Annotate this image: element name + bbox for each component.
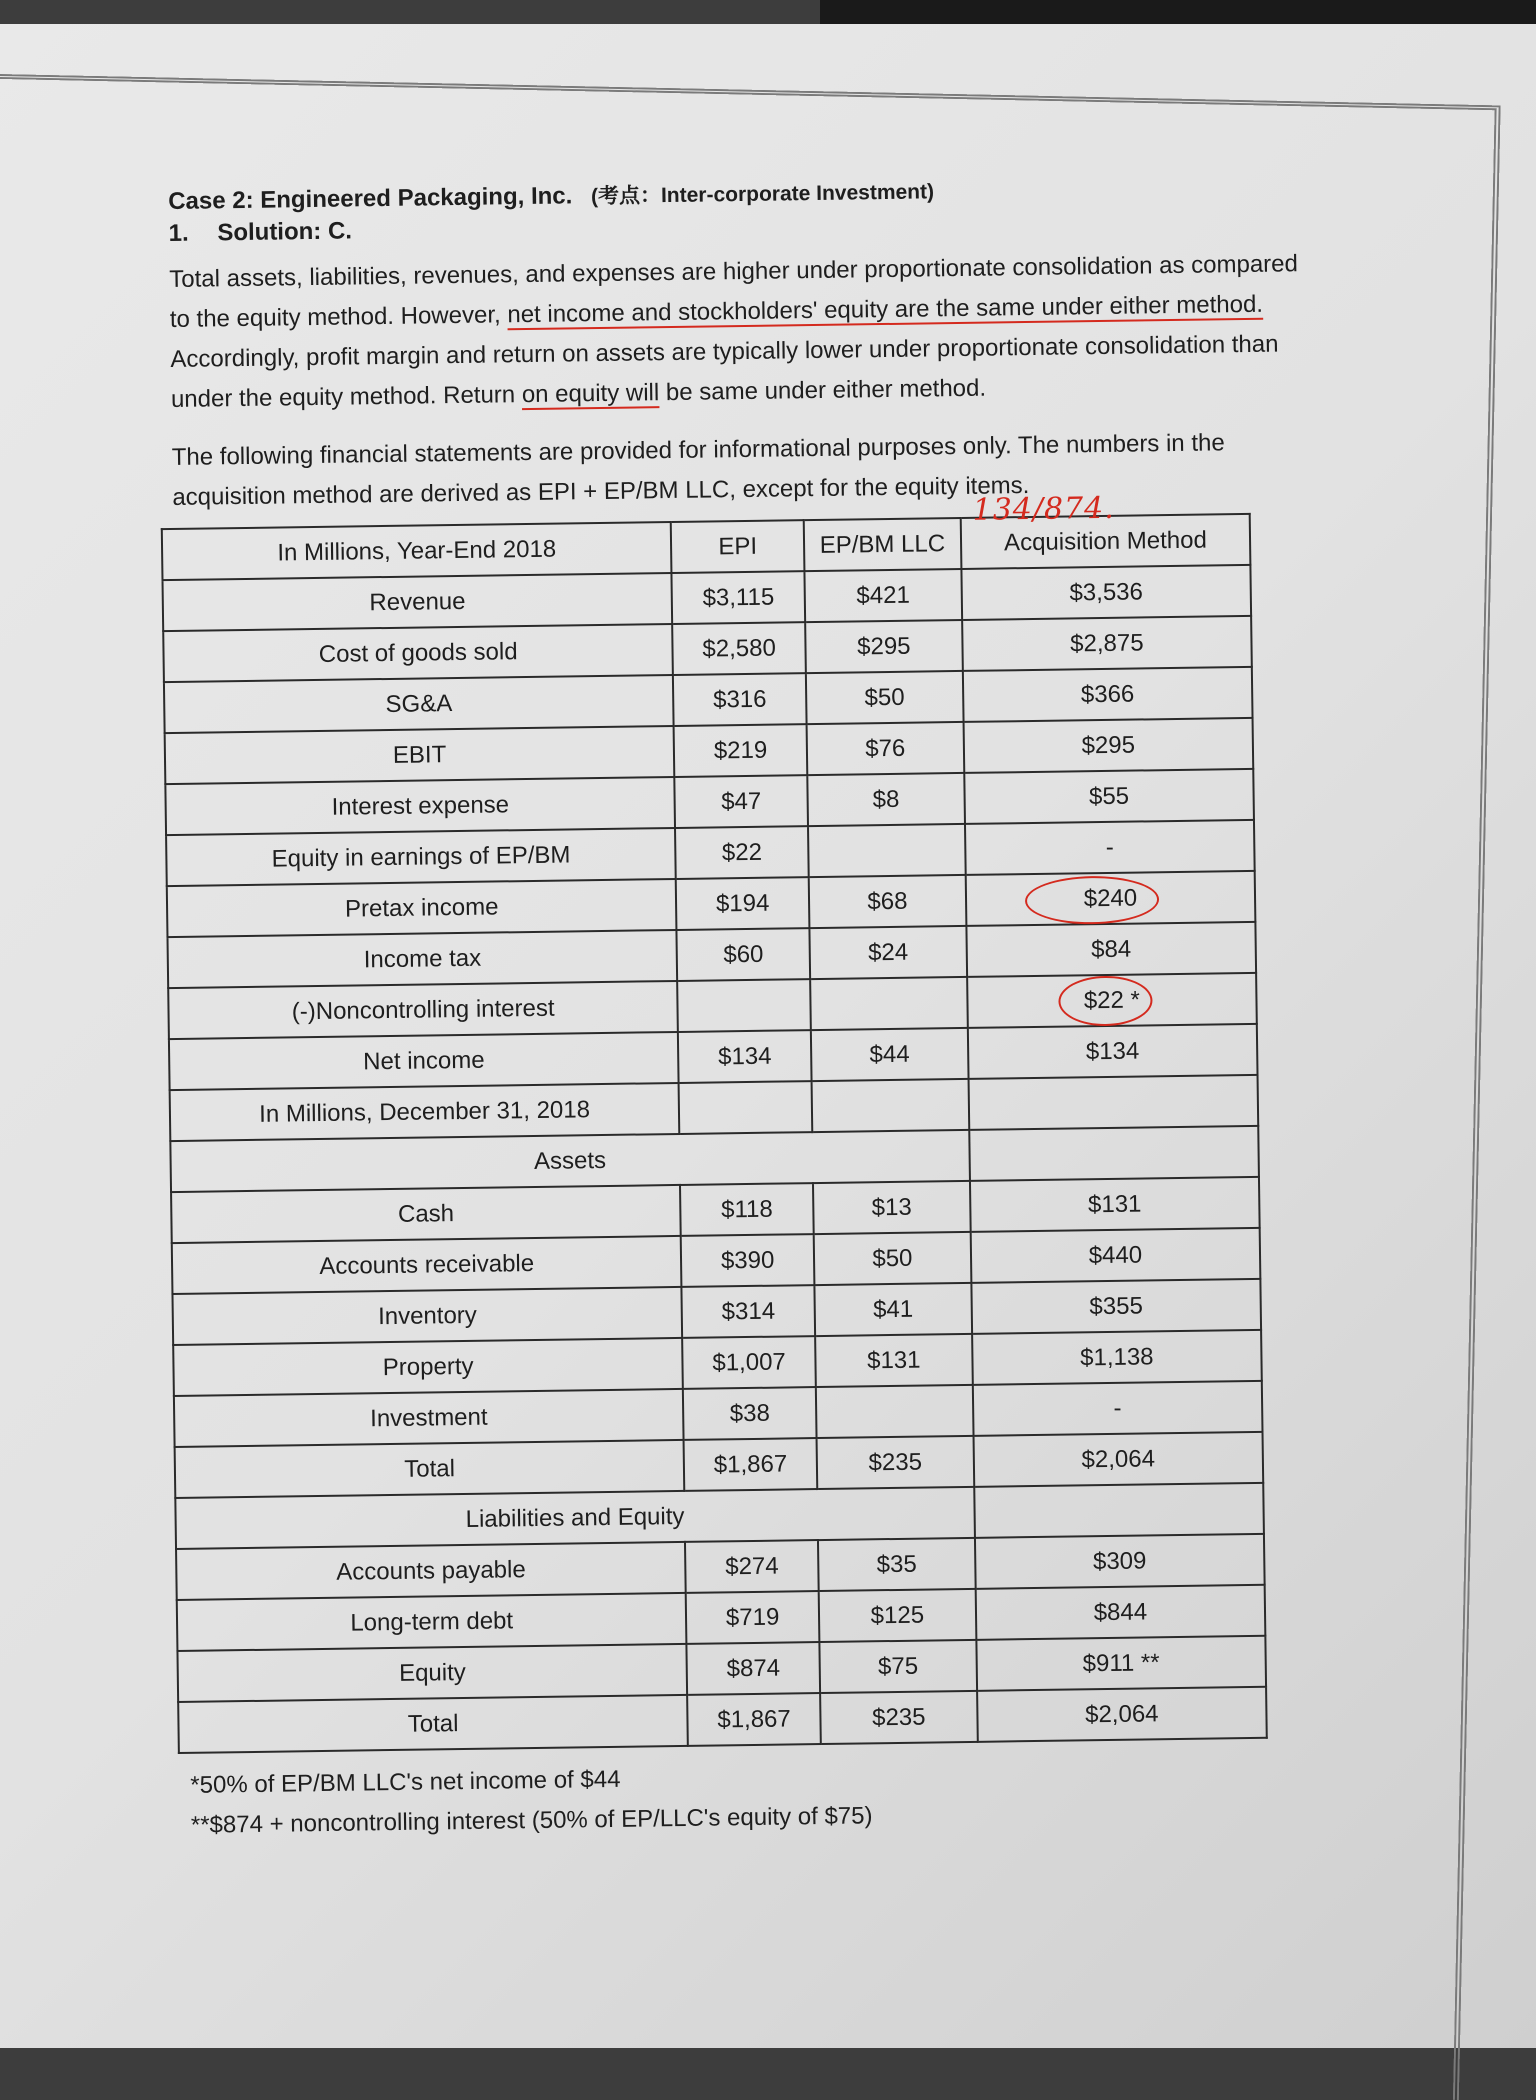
- cell-text: $3,115: [702, 583, 775, 612]
- value-cell: [964, 769, 1254, 824]
- row-label: [165, 726, 675, 784]
- cell-text: $366: [1080, 680, 1135, 708]
- cell-text: Equity in earnings of EP/BM: [271, 840, 571, 873]
- cell-text: $68: [867, 887, 908, 915]
- row-label: [172, 1236, 682, 1294]
- value-cell: [966, 871, 1256, 926]
- value-cell: [809, 926, 967, 979]
- cell-text: Income tax: [363, 944, 482, 973]
- cell-text: $390: [720, 1246, 775, 1274]
- cell-text: $131: [866, 1346, 921, 1374]
- value-cell: [820, 1691, 978, 1744]
- value-cell: [973, 1381, 1263, 1436]
- row-label: [171, 1185, 681, 1243]
- cell-text: $55: [1088, 782, 1130, 810]
- header-cell: EP/BM LLC: [804, 518, 962, 571]
- cell-text: $355: [1089, 1291, 1144, 1320]
- value-cell: [682, 1285, 815, 1338]
- value-cell: [806, 722, 964, 775]
- cell-text: $118: [720, 1195, 773, 1223]
- value-cell: [686, 1591, 819, 1644]
- cell-text: $41: [872, 1295, 914, 1323]
- cell-text: Property: [382, 1352, 474, 1381]
- row-label: [169, 1032, 679, 1090]
- value-cell: [676, 877, 809, 930]
- value-cell: [808, 824, 966, 877]
- row-label: [173, 1338, 683, 1396]
- row-label: [165, 777, 675, 835]
- value-cell: [819, 1589, 977, 1642]
- cell-text: $22: [721, 838, 763, 866]
- para1-part-c: be same under either method.: [659, 374, 987, 407]
- cell-text: Accounts payable: [336, 1555, 526, 1586]
- cell-text: $421: [856, 581, 911, 609]
- cell-text: $1,867: [717, 1704, 791, 1733]
- footnote-2: **$874 + noncontrolling interest (50% of EP/LLC's equity of $75): [190, 1802, 873, 1839]
- cell-text: $274: [725, 1552, 779, 1580]
- cell-text: $309: [1092, 1546, 1147, 1575]
- financial-table: [161, 513, 1268, 1754]
- value-cell: [809, 875, 967, 928]
- cell-text: $194: [715, 889, 770, 917]
- cell-text: Equity: [398, 1658, 466, 1687]
- value-cell: [977, 1687, 1267, 1742]
- cell-text: $50: [864, 683, 905, 711]
- value-cell: [816, 1385, 974, 1438]
- value-cell: [818, 1538, 976, 1591]
- cell-text: $1,138: [1079, 1342, 1154, 1371]
- cell-text: $35: [876, 1550, 917, 1578]
- cell-text: SG&A: [385, 689, 453, 718]
- cell-text: $911 **: [1082, 1648, 1160, 1677]
- cell-text: $295: [856, 632, 911, 660]
- value-cell: [819, 1640, 977, 1693]
- value-cell: [687, 1642, 820, 1695]
- para1-part-a: Total assets, liabilities, revenues, and expenses are higher under proportionate consolidation as compared to the equity method. However,: [169, 250, 1299, 333]
- red-circle-annotation: [1025, 875, 1160, 925]
- value-cell: [962, 616, 1252, 671]
- financial-table-body: [162, 514, 1267, 1753]
- cell-text: $314: [721, 1297, 776, 1325]
- header-cell: EPI: [671, 520, 804, 573]
- value-cell: [678, 1030, 811, 1083]
- value-cell: [677, 928, 810, 981]
- value-cell: [970, 1228, 1260, 1283]
- cell-text: Net income: [363, 1046, 485, 1075]
- row-label: [178, 1695, 688, 1753]
- value-cell: [804, 569, 962, 622]
- value-cell: [811, 1028, 969, 1081]
- cell-text: Pretax income: [344, 892, 499, 923]
- cell-text: (-)Noncontrolling interest: [291, 994, 555, 1025]
- cell-text: Investment: [369, 1403, 488, 1432]
- cell-text: -: [1105, 833, 1114, 861]
- row-label: [168, 981, 678, 1039]
- cell-text: $84: [1090, 935, 1132, 963]
- section-heading: Liabilities and Equity: [175, 1487, 974, 1549]
- empty-cell: [974, 1483, 1264, 1538]
- cell-text: $240: [1083, 884, 1138, 912]
- row-label: [172, 1287, 682, 1345]
- cell-text: Total: [404, 1454, 456, 1483]
- cell-text: $235: [871, 1703, 926, 1731]
- cell-text: $440: [1088, 1241, 1143, 1269]
- cell-text: $38: [729, 1399, 770, 1427]
- cell-text: $8: [872, 785, 900, 813]
- value-cell: [971, 1279, 1261, 1334]
- row-label: [167, 930, 677, 988]
- row-label: [177, 1644, 687, 1702]
- value-cell: [810, 977, 968, 1030]
- cell-text: $1,867: [713, 1449, 788, 1479]
- value-cell: [677, 979, 810, 1032]
- value-cell: [681, 1234, 814, 1287]
- value-cell: [680, 1183, 813, 1236]
- cell-text: Cash: [397, 1199, 455, 1228]
- row-label: [163, 624, 673, 682]
- cell-text: $24: [867, 938, 909, 966]
- value-cell: [683, 1387, 816, 1440]
- value-cell: [975, 1585, 1265, 1640]
- row-label: [166, 828, 676, 886]
- cell-text: Long-term debt: [350, 1606, 514, 1637]
- row-label: [175, 1440, 685, 1498]
- empty-cell: [968, 1075, 1258, 1130]
- footnote-1: *50% of EP/BM LLC's net income of $44: [190, 1765, 621, 1799]
- row-label: [174, 1389, 684, 1447]
- value-cell: [814, 1232, 972, 1285]
- cell-text: $219: [713, 736, 768, 764]
- header-cell: Acquisition Method: [961, 514, 1251, 569]
- cell-text: $47: [721, 787, 762, 815]
- red-circle-annotation: [1058, 975, 1153, 1026]
- value-cell: [674, 724, 807, 777]
- value-cell: [972, 1330, 1262, 1385]
- cell-text: Interest expense: [331, 790, 510, 821]
- value-cell: [684, 1438, 817, 1491]
- cell-text: $134: [1085, 1037, 1140, 1065]
- cell-text: $2,064: [1084, 1699, 1159, 1728]
- cell-text: Accounts receivable: [319, 1249, 535, 1280]
- value-cell: [975, 1534, 1265, 1589]
- value-cell: [673, 673, 806, 726]
- cell-text: $22 *: [1083, 986, 1141, 1014]
- value-cell: [814, 1283, 972, 1336]
- cell-text: $76: [865, 734, 906, 762]
- empty-cell: [679, 1081, 812, 1134]
- value-cell: [966, 922, 1256, 977]
- cell-text: $874: [726, 1654, 781, 1682]
- cell-text: Revenue: [369, 587, 466, 616]
- cell-text: EBIT: [392, 740, 447, 769]
- value-cell: [806, 671, 964, 724]
- value-cell: [973, 1432, 1263, 1487]
- value-cell: [675, 775, 808, 828]
- cell-text: Cost of goods sold: [318, 637, 518, 668]
- value-cell: [687, 1693, 820, 1746]
- value-cell: [813, 1181, 971, 1234]
- value-cell: [672, 622, 805, 675]
- cell-text: $719: [725, 1603, 780, 1631]
- document-content: [168, 170, 1341, 1846]
- cell-text: $60: [723, 940, 764, 968]
- para1-underlined: net income and stockholders' equity are the same under either method.: [507, 290, 1264, 329]
- solution-number: 1.: [168, 219, 189, 247]
- header-cell: In Millions, Year-End 2018: [162, 522, 672, 580]
- cell-text: $295: [1081, 731, 1136, 759]
- explanation-paragraph: [169, 244, 1321, 420]
- cell-text: $235: [868, 1448, 923, 1476]
- value-cell: [970, 1177, 1260, 1232]
- section-heading: Assets: [170, 1130, 969, 1192]
- value-cell: [965, 820, 1255, 875]
- empty-cell: [811, 1079, 969, 1132]
- topic-note: (考点：Inter-corporate Investment): [590, 180, 935, 209]
- cell-text: $316: [712, 685, 767, 713]
- value-cell: [961, 565, 1251, 620]
- case-title-text: Case 2: Engineered Packaging, Inc.: [168, 182, 573, 215]
- cell-text: $2,580: [702, 634, 776, 663]
- intro-paragraph: The following financial statements are provided for informational purposes only. The numbers in the acquisition method are derived as EPI + EP/BM LLC, except for the equity items.: [171, 429, 1225, 511]
- cell-text: Inventory: [377, 1301, 477, 1330]
- para1-part-b: Accordingly, profit margin and return on assets are typically lower under proportionate consolidation than under the equity method. Return: [170, 330, 1279, 413]
- cell-text: -: [1113, 1394, 1122, 1422]
- value-cell: [968, 1024, 1258, 1079]
- para1-underlined2: on equity will: [521, 379, 660, 409]
- row-label: [163, 573, 673, 631]
- value-cell: [685, 1540, 818, 1593]
- cell-text: $1,007: [712, 1347, 786, 1377]
- cell-text: $13: [871, 1193, 912, 1221]
- cell-text: $125: [870, 1601, 925, 1629]
- row-label: [176, 1542, 686, 1600]
- cell-text: $2,064: [1081, 1444, 1156, 1473]
- cell-text: Total: [407, 1709, 459, 1738]
- value-cell: [672, 571, 805, 624]
- value-cell: [816, 1436, 974, 1489]
- value-cell: [805, 620, 963, 673]
- value-cell: [976, 1636, 1266, 1691]
- value-cell: [963, 718, 1253, 773]
- cell-text: $75: [877, 1652, 919, 1680]
- row-label: [164, 675, 674, 733]
- cell-text: $50: [872, 1244, 913, 1272]
- value-cell: [807, 773, 965, 826]
- balance-heading: In Millions, December 31, 2018: [170, 1083, 680, 1141]
- cell-text: $3,536: [1069, 577, 1144, 606]
- cell-text: $44: [869, 1040, 910, 1068]
- cell-text: $2,875: [1069, 628, 1144, 657]
- value-cell: [675, 826, 808, 879]
- empty-cell: [969, 1126, 1259, 1181]
- row-label: [177, 1593, 687, 1651]
- value-cell: [967, 973, 1257, 1028]
- value-cell: [963, 667, 1253, 722]
- cell-text: $134: [717, 1042, 772, 1070]
- cell-text: $844: [1093, 1597, 1148, 1626]
- cell-text: $131: [1087, 1190, 1142, 1218]
- row-label: [167, 879, 677, 937]
- value-cell: [815, 1334, 973, 1387]
- value-cell: [682, 1336, 815, 1389]
- handwritten-note: 134/874.: [972, 490, 1116, 528]
- solution-label: Solution: C.: [217, 217, 353, 247]
